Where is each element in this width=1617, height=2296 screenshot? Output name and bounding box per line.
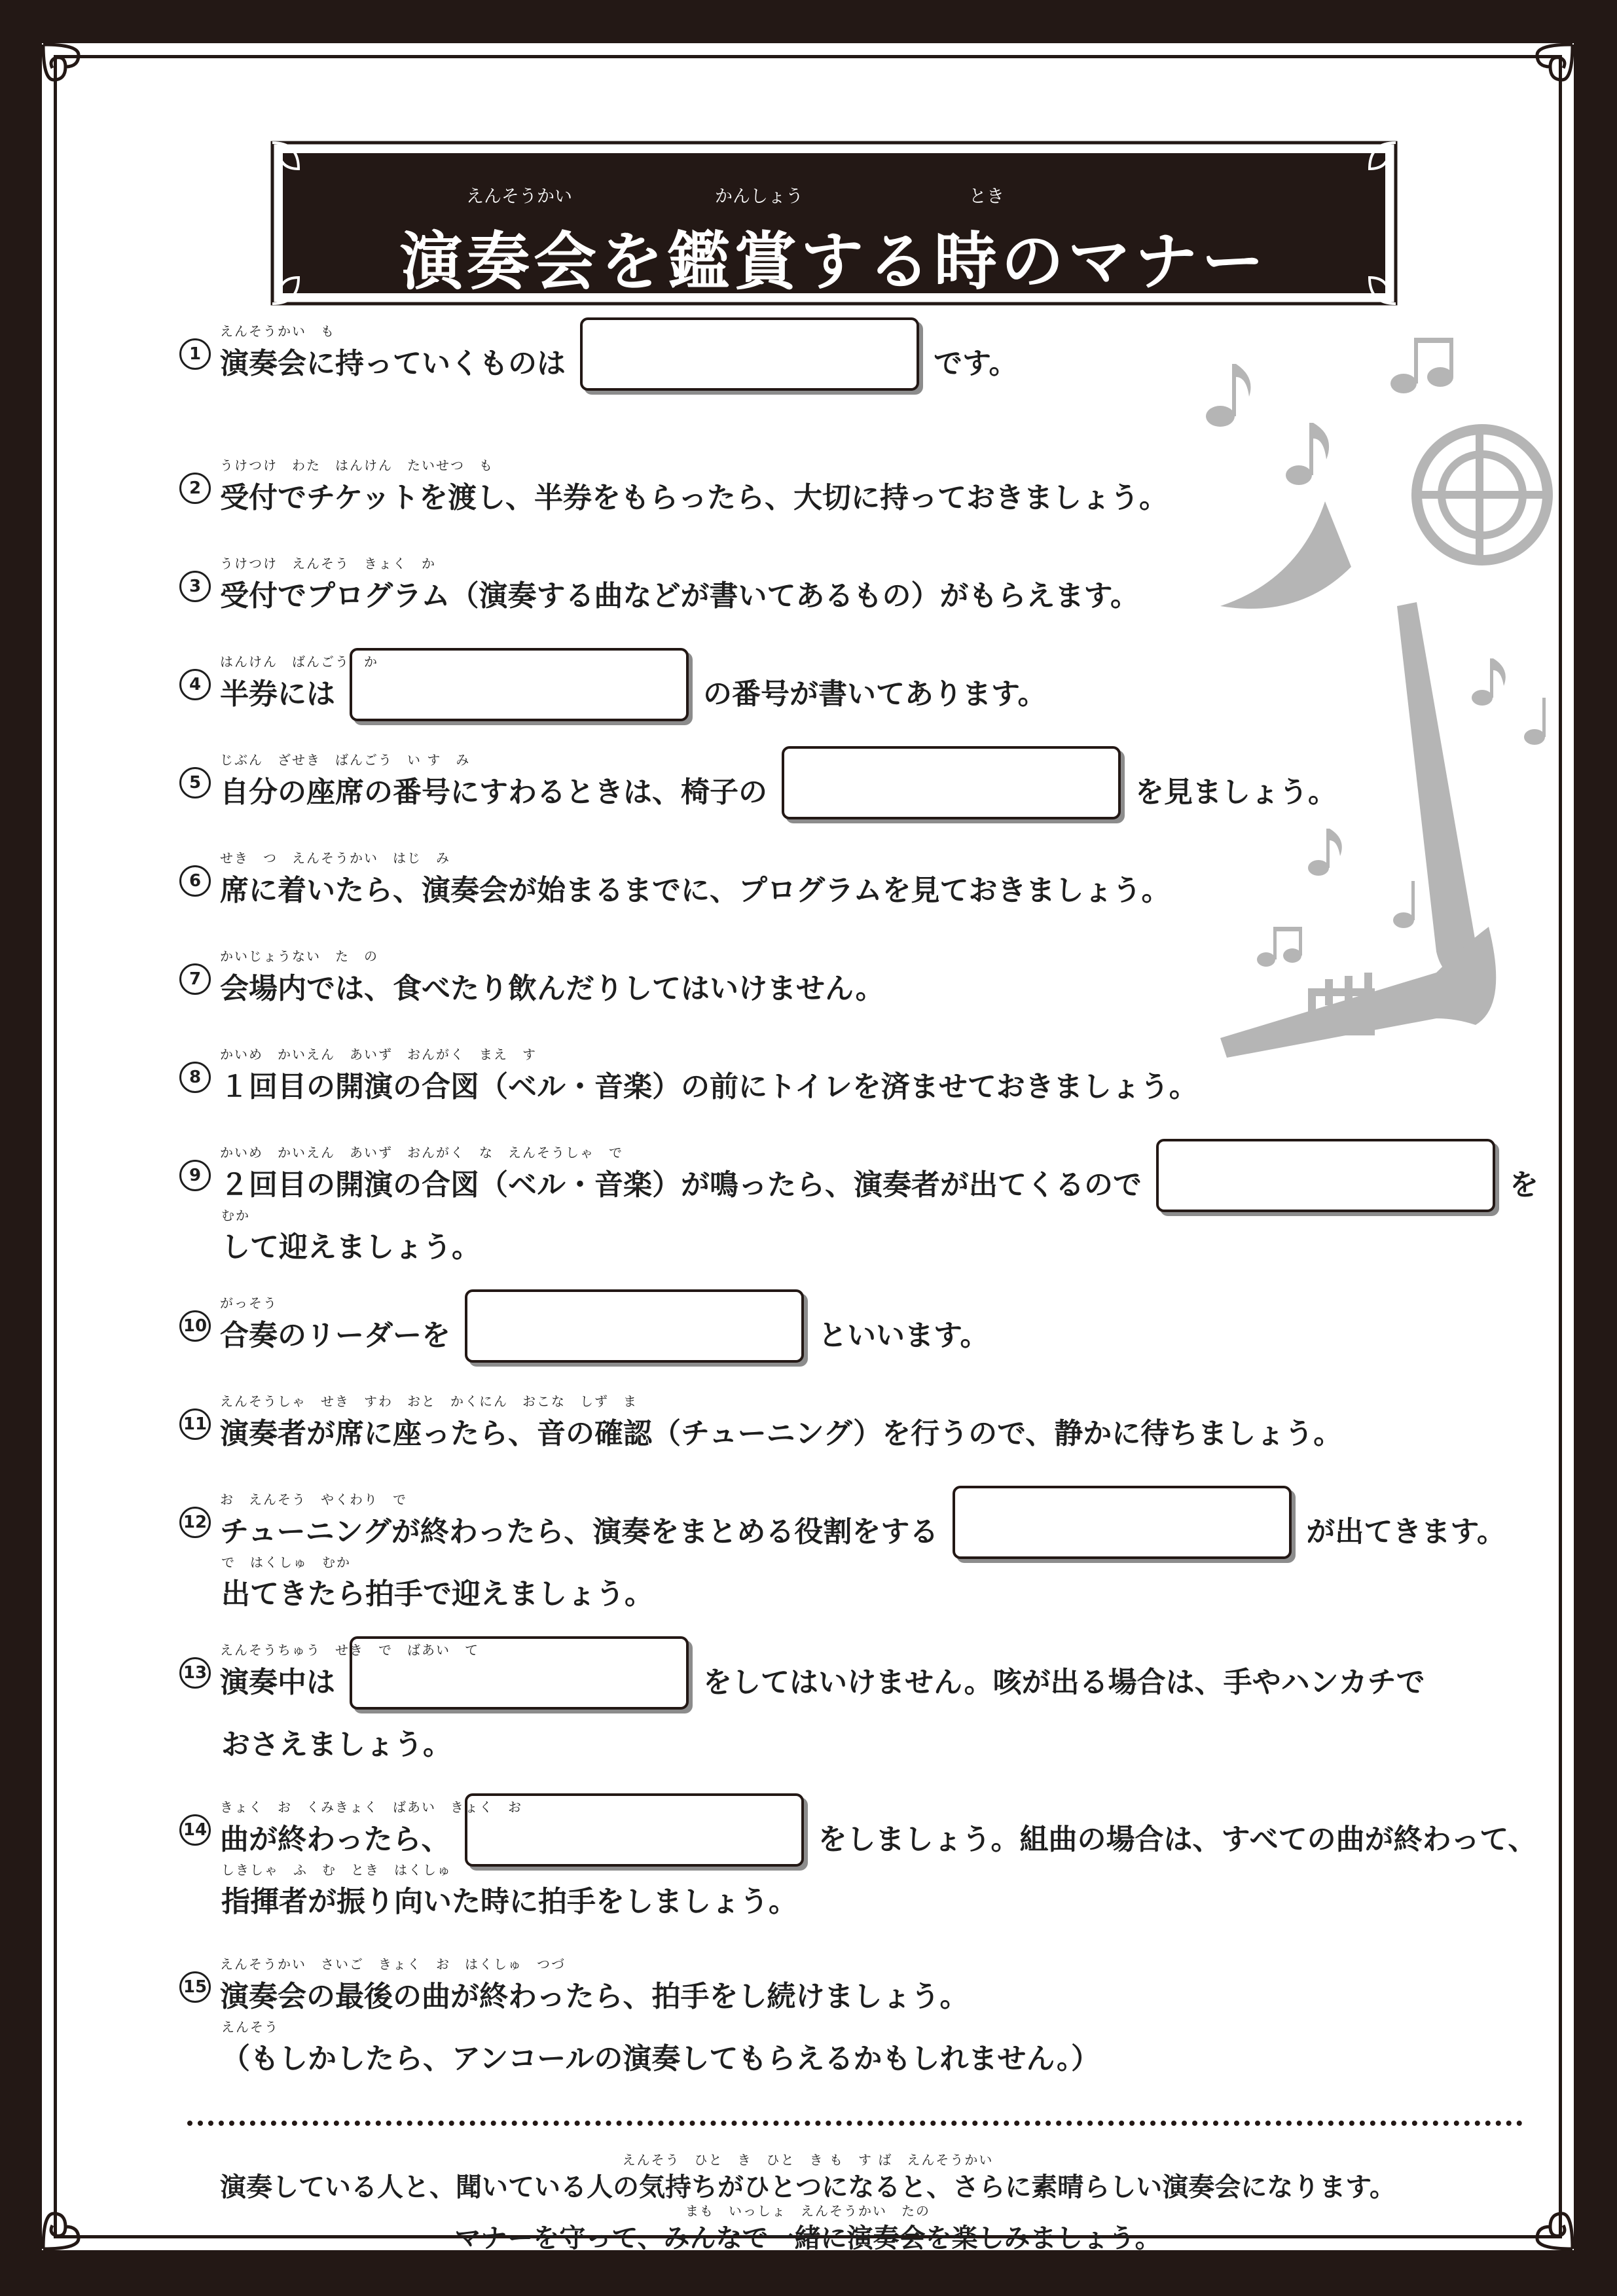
item-number: 12 (179, 1507, 211, 1538)
furigana: かいじょうない た の (220, 948, 378, 964)
item-text-after: をしましょう。組曲の場合は、すべての曲が終わって、 (818, 1823, 1537, 1856)
item-text: 指揮者が振り向いた時に拍手をしましょう。 (221, 1885, 797, 1918)
furigana: きょく お くみきょく ばあい きょく お (220, 1799, 522, 1815)
item-number: 13 (179, 1657, 211, 1689)
dotted-divider (187, 2121, 1523, 2126)
manner-item (179, 1637, 1541, 1761)
item-number: 15 (179, 1971, 211, 2003)
item-number: 14 (179, 1814, 211, 1846)
item-text-before: 曲が終わったら、 (220, 1823, 450, 1856)
manner-item (179, 1139, 1541, 1264)
answer-box[interactable] (350, 648, 689, 721)
corner-ornament-icon (39, 41, 111, 113)
furigana: うけつけ えんそう きょく か (220, 556, 436, 571)
page-title: 演奏会を鑑賞する時のマナー (400, 225, 1268, 298)
footer-line-2: まも いっしょ えんそうかい たの マナーを守って、みんなで一緒に演奏会を楽しみましょう。 (42, 2200, 1574, 2255)
answer-box[interactable] (465, 1289, 804, 1363)
item-text-after: の番号が書いてあります。 (703, 677, 1047, 711)
item-number: 1 (179, 338, 211, 370)
manner-item (179, 1951, 1541, 2075)
item-line (179, 1041, 1541, 1113)
item-text: １回目の開演の合図（ベル・音楽）の前にトイレを済ませておきましょう。 (220, 1070, 1198, 1103)
item-text-before: 半券には (220, 677, 335, 711)
corner-ornament-icon (1504, 41, 1576, 113)
item-text-after: です。 (934, 347, 1018, 380)
item-line (179, 1486, 1541, 1558)
item-text: して迎えましょう。 (221, 1230, 481, 1264)
item-number: 8 (179, 1062, 211, 1093)
item-line (179, 943, 1541, 1015)
item-text: 席に着いたら、演奏会が始まるまでに、プログラムを見ておきましょう。 (220, 874, 1171, 907)
item-number: 6 (179, 865, 211, 897)
furigana: がっそう (220, 1295, 278, 1311)
item-line (179, 1709, 1541, 1761)
manner-item (179, 452, 1541, 524)
item-text-before: ２回目の開演の合図（ベル・音楽）が鳴ったら、演奏者が出てくるので (220, 1168, 1142, 1202)
furigana: うけつけ わた はんけん たいせつ も (220, 457, 494, 473)
item-text: 出てきたら拍手で迎えましょう。 (221, 1577, 653, 1611)
worksheet-page (42, 43, 1574, 2253)
item-text-before: 演奏会に持っていくものは (220, 347, 566, 380)
item-text-after: を見ましょう。 (1135, 776, 1337, 809)
furigana: えんそうちゅう せき で ばあい て (220, 1642, 479, 1658)
item-line (179, 1388, 1541, 1460)
furigana: えんそうかい さいご きょく お はくしゅ つづ (220, 1956, 566, 1972)
manner-item (179, 1486, 1541, 1611)
manner-item (179, 1041, 1541, 1113)
title-ruby: えんそうかい (466, 187, 572, 207)
title-ruby: とき (969, 187, 1004, 207)
item-number: 5 (179, 767, 211, 798)
item-number: 3 (179, 571, 211, 602)
item-line (179, 1862, 1541, 1918)
item-number: 10 (179, 1310, 211, 1342)
manner-item (179, 1290, 1541, 1362)
item-line (179, 1290, 1541, 1362)
furigana: で はくしゅ むか (221, 1554, 351, 1570)
item-text: 演奏会の最後の曲が終わったら、拍手をし続けましょう。 (220, 1980, 969, 2013)
item-text: 受付でプログラム（演奏する曲などが書いてあるもの）がもらえます。 (220, 579, 1140, 613)
title-ruby: かんしょう (715, 187, 803, 207)
title-banner (264, 135, 1404, 312)
furigana: むか (221, 1208, 250, 1223)
item-line (179, 1139, 1541, 1211)
item-number: 9 (179, 1160, 211, 1191)
item-line (179, 1637, 1541, 1709)
manner-item (179, 550, 1541, 622)
item-line (179, 649, 1541, 721)
item-text-before: 合奏のリーダーを (220, 1319, 450, 1352)
item-line (179, 1554, 1541, 1611)
item-line (179, 845, 1541, 917)
footer-line-1: えんそう ひと き ひと き も す ば えんそうかい 演奏している人と、聞いている人の気持ちがひとつになると、さらに素晴らしい演奏会になります。 (42, 2149, 1574, 2204)
answer-box[interactable] (953, 1486, 1292, 1559)
furigana: せき つ えんそうかい はじ み (220, 850, 450, 866)
furigana: かいめ かいえん あいず おんがく まえ す (220, 1047, 537, 1062)
item-line (179, 1951, 1541, 2023)
furigana: えんそうかい も (220, 323, 335, 339)
manner-item (179, 1794, 1541, 1918)
furigana: しきしゃ ふ む とき はくしゅ (221, 1862, 452, 1878)
manner-item (179, 1388, 1541, 1460)
item-line (179, 550, 1541, 622)
item-text: おさえましょう。 (221, 1728, 452, 1761)
item-text: 受付でチケットを渡し、半券をもらったら、大切に持っておきましょう。 (220, 481, 1169, 514)
item-text: （もしかしたら、アンコールの演奏してもらえるかもしれません。） (221, 2042, 1100, 2075)
item-number: 4 (179, 669, 211, 700)
furigana: えんそう (221, 2019, 279, 2035)
item-text: 会場内では、食べたり飲んだりしてはいけません。 (220, 972, 884, 1005)
item-text-before: 演奏中は (220, 1666, 335, 1699)
item-number: 11 (179, 1408, 211, 1440)
answer-box[interactable] (1156, 1139, 1495, 1212)
manner-item (179, 943, 1541, 1015)
manner-item (179, 747, 1541, 819)
footer-ruby: えんそう ひと き ひと き も す ば えんそうかい (622, 2152, 994, 2168)
item-number: 2 (179, 473, 211, 504)
item-text-after: をしてはいけません。咳が出る場合は、手やハンカチで (703, 1666, 1425, 1699)
item-text-before: チューニングが終わったら、演奏をまとめる役割をする (220, 1515, 939, 1549)
item-line (179, 1208, 1541, 1264)
item-text-before: 自分の座席の番号にすわるときは、椅子の (220, 776, 767, 809)
item-number: 7 (179, 963, 211, 995)
manner-item (179, 649, 1541, 721)
answer-box[interactable] (580, 317, 919, 391)
item-text-after: を (1510, 1168, 1538, 1202)
item-line (179, 1794, 1541, 1866)
item-line (179, 2019, 1541, 2075)
item-line (179, 318, 1541, 390)
manner-item (179, 318, 1541, 390)
furigana: お えんそう やくわり で (220, 1492, 407, 1507)
furigana: はんけん ばんごう か (220, 654, 378, 670)
item-line (179, 452, 1541, 524)
answer-box[interactable] (782, 746, 1121, 819)
item-text: 演奏者が席に座ったら、音の確認（チューニング）を行うので、静かに待ちましょう。 (220, 1417, 1343, 1450)
furigana: えんそうしゃ せき すわ おと かくにん おこな しず ま (220, 1393, 638, 1409)
furigana: じぶん ざせき ばんごう い す み (220, 752, 471, 768)
item-text-after: が出てきます。 (1306, 1515, 1506, 1549)
footer-ruby: まも いっしょ えんそうかい たの (685, 2203, 930, 2219)
manner-item (179, 845, 1541, 917)
item-line (179, 747, 1541, 819)
furigana: かいめ かいえん あいず おんがく な えんそうしゃ で (220, 1145, 623, 1160)
item-text-after: といいます。 (818, 1319, 989, 1352)
